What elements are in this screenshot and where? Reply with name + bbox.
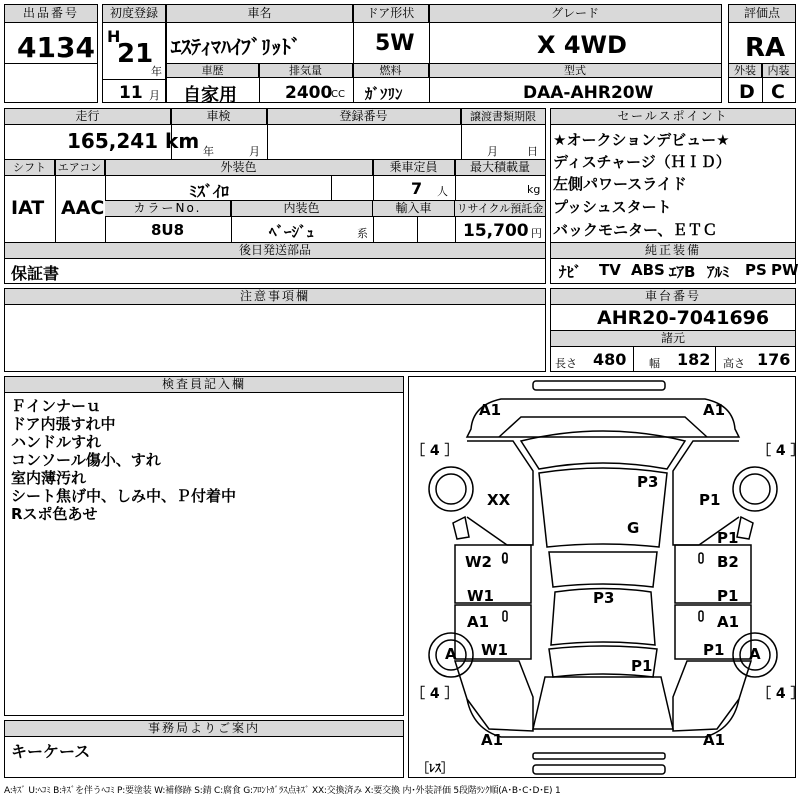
cc-unit: CC (331, 89, 345, 100)
interior-color: ﾍﾞｰｼﾞｭ (269, 223, 315, 241)
damage-mark: A1 (481, 731, 504, 749)
notes-box (4, 288, 546, 372)
damage-mark: B2 (717, 553, 739, 571)
legend: A:ｷｽﾞ U:ﾍｺﾐ B:ｷｽﾞを伴うﾍｺﾐ P:要塗装 W:補修跡 S:錆 C:腐食 G:ﾌﾛﾝﾄｶﾞﾗｽ点ｷｽﾞ XX:交換済み X:要交換 内･外装評価 5段階ﾗﾝｸ順(A･B･C･D･E) 1 (4, 786, 561, 796)
shift: IAT (11, 197, 45, 219)
damage-mark: A1 (717, 613, 740, 631)
score-box (728, 4, 796, 103)
exterior-color-label: 外装色 (105, 160, 373, 176)
tire-tread-label: ［ 4 ］ (411, 443, 459, 459)
lot-number-label: 出品番号 (5, 5, 97, 23)
model-name: ｴｽﾃｨﾏﾊｲﾌﾞﾘｯﾄﾞ (171, 35, 301, 59)
recycle-unit: 円 (531, 227, 542, 240)
sales-points-label: セールスポイント (551, 109, 795, 125)
damage-mark: P1 (717, 587, 739, 605)
door-type: 5W (375, 31, 415, 56)
inspection-year-unit: 年 (203, 145, 214, 158)
later-parts-label: 後日発送部品 (5, 243, 545, 259)
sales-point-line: ディスチャージ（ＨＩＤ） (553, 153, 731, 171)
capacity: 7 (411, 179, 423, 198)
tire-tread-label: ［ 4 ］ (757, 443, 805, 459)
reg-year: 21 (117, 39, 154, 69)
inspector-label: 検査員記入欄 (5, 377, 403, 393)
chassis-number: AHR20-7041696 (597, 307, 770, 329)
inspector-box (4, 376, 404, 716)
damage-mark: W2 (465, 553, 492, 571)
sales-point-line: ★オークションデビュー★ (553, 131, 730, 149)
aircon: AAC (61, 197, 105, 219)
sales-points-box (550, 108, 799, 284)
door-label: ドア形状 (353, 5, 429, 23)
exterior-score: D (739, 81, 755, 103)
history-label: 車歴 (167, 64, 259, 78)
grade: X 4WD (537, 31, 627, 59)
shift-label: シフト (5, 160, 55, 176)
max-load-unit: kg (527, 183, 541, 196)
damage-mark: A1 (703, 731, 726, 749)
exterior-color: ﾐｽﾞｲﾛ (189, 182, 230, 201)
sales-point-line: 左側パワースライド (553, 175, 687, 193)
import-label: 輸入車 (373, 201, 455, 217)
score-label: 評価点 (729, 5, 795, 23)
exterior-label: 外装 (729, 64, 762, 78)
aircon-label: エアコン (55, 160, 105, 176)
inspection-label: 車検 (171, 109, 267, 125)
height-label: 高さ (723, 357, 745, 370)
month-unit: 月 (149, 89, 160, 102)
model-box (166, 4, 722, 106)
reg-month: 11 (119, 83, 143, 103)
office-label: 事務局よりご案内 (5, 721, 403, 737)
color-no: 8U8 (151, 221, 185, 239)
equipment-item: ﾅﾋﾞ (559, 263, 582, 281)
transfer-deadline-label: 譲渡書類期限 (461, 109, 545, 125)
inspector-line: シート焦げ中、しみ中、Ｐ付着中 (11, 487, 237, 505)
equipment-item: PS (745, 261, 767, 279)
chassis-box (550, 288, 796, 372)
year-unit: 年 (151, 65, 162, 78)
equipment-item: PW (771, 261, 799, 279)
inspection-month-unit: 月 (249, 145, 260, 158)
interior-color-unit: 系 (357, 227, 368, 240)
length-label: 長さ (555, 357, 577, 370)
score: RA (745, 33, 786, 63)
displacement: 2400 (285, 83, 333, 103)
width-label: 幅 (649, 357, 660, 370)
width: 182 (677, 350, 711, 369)
damage-mark: A (445, 645, 457, 663)
capacity-label: 乗車定員 (373, 160, 455, 176)
car-damage-diagram (408, 376, 805, 778)
later-parts: 保証書 (11, 264, 60, 283)
history: 自家用 (183, 85, 237, 106)
era: H (107, 27, 121, 46)
damage-mark: W1 (481, 641, 508, 659)
car-outline-icon (409, 377, 797, 779)
inspector-line: ハンドルすれ (11, 433, 102, 451)
damage-mark: XX (487, 491, 511, 509)
equipment-item: TV (599, 261, 621, 279)
fuel-label: 燃料 (353, 64, 429, 78)
inspector-line: コンソール傷小、すれ (11, 451, 161, 469)
registration-no-label: 登録番号 (267, 109, 461, 125)
damage-mark: A1 (467, 613, 490, 631)
notes-label: 注意事項欄 (5, 289, 545, 305)
damage-mark: A (749, 645, 761, 663)
interior-label: 内装 (762, 64, 795, 78)
equipment-label: 純正装備 (551, 243, 795, 259)
dimensions-label: 諸元 (551, 331, 795, 347)
recycle-label: リサイクル預託金 (456, 202, 544, 215)
equipment-item: ｴｱB (669, 263, 696, 281)
tire-tread-label: ［ 4 ］ (411, 686, 459, 702)
recycle-fee: 15,700 (463, 221, 529, 241)
max-load-label: 最大積載量 (455, 160, 545, 176)
damage-mark: P1 (699, 491, 721, 509)
sales-point-line: バックモニター、ＥＴＣ (553, 221, 718, 239)
model-name-label: 車名 (167, 5, 353, 23)
lot-number: 4134 (17, 31, 95, 64)
length: 480 (593, 350, 627, 369)
damage-mark: P1 (703, 641, 725, 659)
spare-none-label: ［ﾚｽ］ (417, 761, 454, 775)
displacement-label: 排気量 (259, 64, 353, 78)
interior-color-label: 内装色 (231, 201, 373, 217)
mileage: 165,241 km (67, 129, 200, 153)
tire-tread-label: ［ 4 ］ (757, 686, 805, 702)
equipment-item: ABS (631, 261, 665, 279)
model-type: DAA-AHR20W (523, 83, 654, 103)
chassis-label: 車台番号 (551, 289, 795, 305)
transfer-day-unit: 日 (527, 145, 538, 158)
lot-number-box (4, 4, 98, 103)
damage-mark: P3 (637, 473, 659, 491)
damage-mark: A1 (703, 401, 726, 419)
color-no-label: カラーNo. (105, 201, 231, 217)
office-box (4, 720, 404, 778)
inspector-line: Ｆインナーｕ (11, 397, 102, 415)
first-registration-label: 初度登録 (103, 5, 165, 23)
inspector-line: ドア内張すれ中 (11, 415, 116, 433)
type-label: 型式 (429, 64, 721, 78)
damage-mark: P1 (717, 529, 739, 547)
office-text: キーケース (11, 742, 91, 761)
inspector-line: 室内薄汚れ (11, 469, 87, 487)
damage-mark: A1 (479, 401, 502, 419)
damage-mark: P1 (631, 657, 653, 675)
handle-mark: 0 (501, 551, 509, 565)
damage-mark: P3 (593, 589, 615, 607)
grade-label: グレード (429, 5, 721, 23)
inspector-line: Rスポ色あせ (11, 505, 98, 523)
transfer-month-unit: 月 (487, 145, 498, 158)
sales-point-line: プッシュスタート (553, 198, 672, 216)
spec-box (4, 108, 546, 284)
capacity-unit: 人 (437, 185, 448, 198)
interior-score: C (771, 81, 785, 103)
first-registration-box (102, 4, 166, 103)
damage-mark: G (627, 519, 640, 537)
mileage-label: 走行 (5, 109, 171, 125)
damage-mark: W1 (467, 587, 494, 605)
fuel: ｶﾞｿﾘﾝ (365, 85, 403, 103)
height: 176 (757, 350, 791, 369)
equipment-item: ｱﾙﾐ (707, 263, 730, 281)
